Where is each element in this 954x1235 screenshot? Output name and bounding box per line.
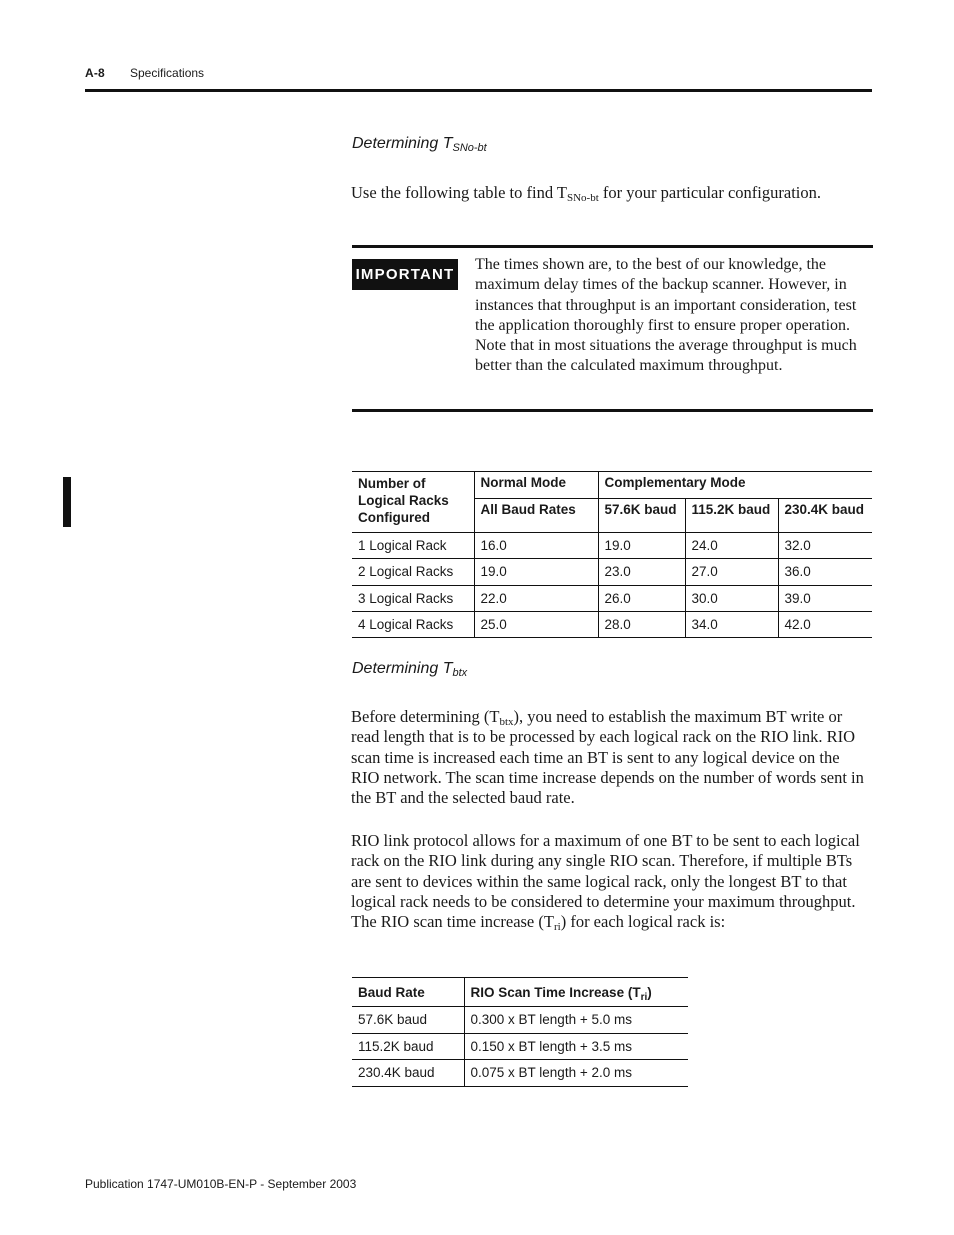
p1-before: Before determining (T (351, 707, 500, 726)
subheader-230-4k: 230.4K baud (778, 499, 872, 533)
delay-value-cell: 28.0 (598, 611, 685, 637)
delay-value-cell: 36.0 (778, 559, 872, 585)
p2-subscript: ri (553, 921, 561, 934)
table-row (352, 1007, 688, 1034)
baud-rate-cell: 230.4K baud (352, 1060, 464, 1087)
delay-value-cell: 23.0 (598, 559, 685, 585)
rack-count-cell: 4 Logical Racks (352, 611, 474, 637)
scan-increase-cell: 0.075 x BT length + 2.0 ms (464, 1060, 688, 1087)
heading-prefix: Determining T (352, 135, 453, 152)
heading-subscript: SNo-bt (452, 142, 487, 154)
delay-value-cell: 25.0 (474, 611, 598, 637)
col-header-scan-increase-suffix: ) (647, 984, 652, 1000)
baud-rate-cell: 57.6K baud (352, 1007, 464, 1034)
heading-determining-tsno-bt (352, 135, 487, 154)
important-bottom-rule (352, 409, 873, 412)
col-header-baud-rate: Baud Rate (352, 978, 464, 1007)
heading-prefix: Determining T (352, 660, 453, 677)
important-top-rule (352, 245, 873, 248)
col-header-normal: Normal Mode (474, 472, 598, 499)
scan-increase-cell: 0.300 x BT length + 5.0 ms (464, 1007, 688, 1034)
important-badge: IMPORTANT (352, 259, 458, 290)
heading-subscript: btx (452, 667, 468, 679)
table-row (352, 559, 872, 585)
rack-count-cell: 2 Logical Racks (352, 559, 474, 585)
col-header-complementary: Complementary Mode (598, 472, 872, 499)
p1-subscript: btx (499, 716, 514, 728)
revision-change-bar (63, 477, 71, 527)
section-title: Specifications (130, 66, 205, 80)
delay-value-cell: 26.0 (598, 585, 685, 611)
delay-value-cell: 39.0 (778, 585, 872, 611)
col-header-scan-increase-sub: ri (640, 991, 648, 1003)
table-row (352, 611, 872, 637)
intro-paragraph (351, 183, 871, 203)
paragraph-bt-length (351, 707, 871, 808)
table-row (352, 585, 872, 611)
heading-determining-tbtx (352, 660, 467, 679)
subheader-all-baud: All Baud Rates (474, 499, 598, 533)
rio-scan-time-table (352, 977, 688, 1087)
rack-count-cell: 3 Logical Racks (352, 585, 474, 611)
page-number: A-8 (85, 66, 105, 80)
delay-value-cell: 34.0 (685, 611, 778, 637)
delay-value-cell: 32.0 (778, 533, 872, 559)
intro-after: for your particular configuration. (598, 183, 821, 202)
header-rule (85, 89, 872, 92)
col-header-scan-increase-prefix: RIO Scan Time Increase (T (470, 984, 641, 1000)
rack-count-cell: 1 Logical Rack (352, 533, 474, 559)
delay-value-cell: 19.0 (598, 533, 685, 559)
p2-before: RIO link protocol allows for a maximum of one BT to be sent to each logical rack on the RIO link during any single RIO scan. Therefore, if multiple BTs are sent to devices within the same logical rack, only the longest BT to that logical rack needs to be considered to determine your maximum throughput. The RIO scan time increase (T (351, 831, 860, 932)
delay-value-cell: 30.0 (685, 585, 778, 611)
important-text: The times shown are, to the best of our knowledge, the maximum delay times of the backup scanner. However, in instances that throughput is an important consideration, test the application thoroughly first to ensure proper operation. Note that in most situations the average throughput is much better than the calculated maximum throughput. (475, 256, 857, 375)
delay-value-cell: 27.0 (685, 559, 778, 585)
delay-value-cell: 24.0 (685, 533, 778, 559)
delay-value-cell: 22.0 (474, 585, 598, 611)
intro-subscript: SNo-bt (567, 192, 599, 204)
intro-before: Use the following table to find T (351, 183, 567, 202)
table-row (352, 1033, 688, 1060)
p1-after: ), you need to establish the maximum BT write or read length that is to be processed by each logical rack on the RIO link. RIO scan time is increased each time an BT is sent to any logical device on the RIO network. The scan time increase depends on the number of words sent in the BT and the selected baud rate. (351, 707, 864, 808)
table-row (352, 1060, 688, 1087)
publication-footer: Publication 1747-UM010B-EN-P - September 2003 (85, 1177, 357, 1191)
col-header-scan-increase (464, 978, 688, 1007)
tsno-bt-table (352, 471, 872, 638)
paragraph-rio-protocol (351, 831, 871, 932)
delay-value-cell: 16.0 (474, 533, 598, 559)
delay-value-cell: 42.0 (778, 611, 872, 637)
scan-increase-cell: 0.150 x BT length + 3.5 ms (464, 1033, 688, 1060)
col-header-racks: Number of Logical Racks Configured (352, 472, 474, 533)
subheader-115-2k: 115.2K baud (685, 499, 778, 533)
table-row (352, 533, 872, 559)
subheader-57-6k: 57.6K baud (598, 499, 685, 533)
p2-after: ) for each logical rack is: (560, 912, 726, 932)
baud-rate-cell: 115.2K baud (352, 1033, 464, 1060)
delay-value-cell: 19.0 (474, 559, 598, 585)
